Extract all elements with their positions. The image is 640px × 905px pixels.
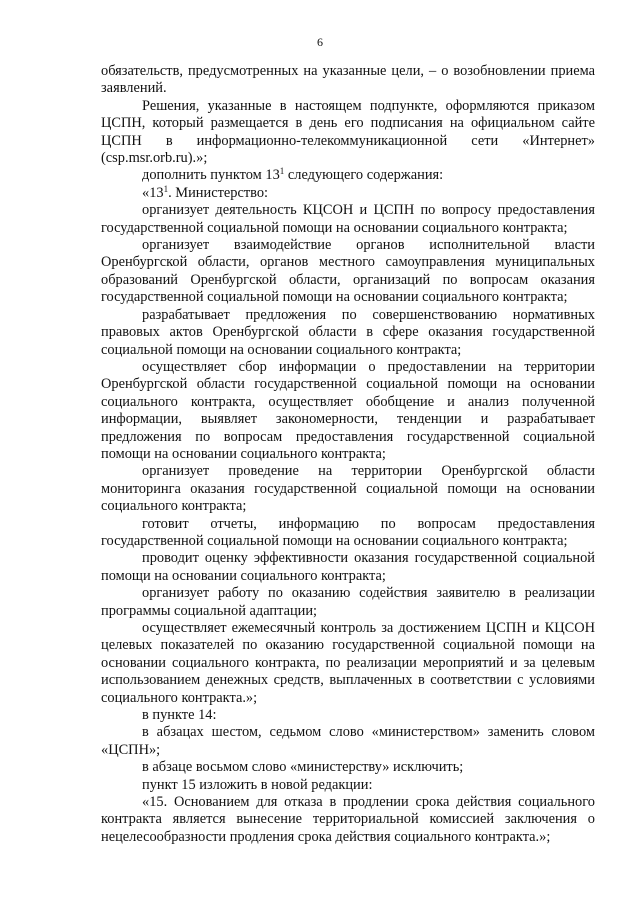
paragraph: в абзацах шестом, седьмом слово «министерством» заменить словом «ЦСПН»; [101, 724, 595, 758]
paragraph: готовит отчеты, информацию по вопросам предоставления государственной социальной помощи на основании социального контракта; [101, 515, 595, 549]
paragraph: осуществляет сбор информации о предоставлении на территории Оренбургской области государственной социальной помощи на основании социального контракта, осуществляет обобщение и анализ полученной информации, выявляет закономерности, тенденции и разрабатывает предложения по вопросам предоставления государственной социальной помощи на основании социального контракта; [101, 358, 595, 462]
paragraph-text: «13 [142, 184, 164, 201]
paragraph: разрабатывает предложения по совершенствованию нормативных правовых актов Оренбургской области в сфере оказания государственной социальной помощи на основании социального контракта; [101, 306, 595, 358]
paragraph: «15. Основанием для отказа в продлении срока действия социального контракта является вынесение территориальной комиссией заключения о нецелесообразности продления срока действия социального контракта.»; [101, 794, 595, 845]
paragraph: осуществляет ежемесячный контроль за достижением ЦСПН и КЦСОН целевых показателей по оказанию государственной социальной помощи на основании социального контракта, по реализации мероприятий и за целевым использованием денежных средств, выплаченных в соответствии с условиями социального контракта.»; [101, 620, 595, 706]
document-body [101, 63, 595, 846]
paragraph-text: дополнить пунктом 13 [142, 167, 280, 184]
superscript: 1 [163, 183, 169, 194]
superscript: 1 [279, 166, 285, 177]
paragraph: организует деятельность КЦСОН и ЦСПН по вопросу предоставления государственной социальной помощи на основании социального контракта; [101, 202, 595, 236]
paragraph: проводит оценку эффективности оказания государственной социальной помощи на основании социального контракта; [101, 550, 595, 584]
paragraph: Решения, указанные в настоящем подпункте, оформляются приказом ЦСПН, который размещается в день его подписания на официальном сайте ЦСПН в информационно-телекоммуникационной сети «Интернет» (csp.msr.orb.ru).»; [101, 97, 595, 167]
paragraph-text: . Министерство: [168, 184, 269, 201]
paragraph [101, 167, 595, 184]
paragraph: организует взаимодействие органов исполнительной власти Оренбургской области, органов местного самоуправления муниципальных образований Оренбургской области, организаций по вопросам оказания государственной социальной помощи на основании социального контракта; [101, 237, 595, 306]
paragraph: в пункте 14: [142, 707, 217, 724]
paragraph: в абзаце восьмом слово «министерству» исключить; [142, 759, 464, 776]
paragraph: организует работу по оказанию содействия заявителю в реализации программы социальной адаптации; [101, 585, 595, 619]
paragraph-text: следующего содержания: [284, 167, 444, 184]
paragraph: обязательств, предусмотренных на указанные цели, – о возобновлении приема заявлений. [101, 63, 595, 97]
paragraph: организует проведение на территории Оренбургской области мониторинга оказания государственной социальной помощи на основании социального контракта; [101, 463, 595, 515]
paragraph [101, 185, 595, 202]
paragraph: пункт 15 изложить в новой редакции: [142, 776, 373, 793]
page-number: 6 [317, 35, 323, 49]
